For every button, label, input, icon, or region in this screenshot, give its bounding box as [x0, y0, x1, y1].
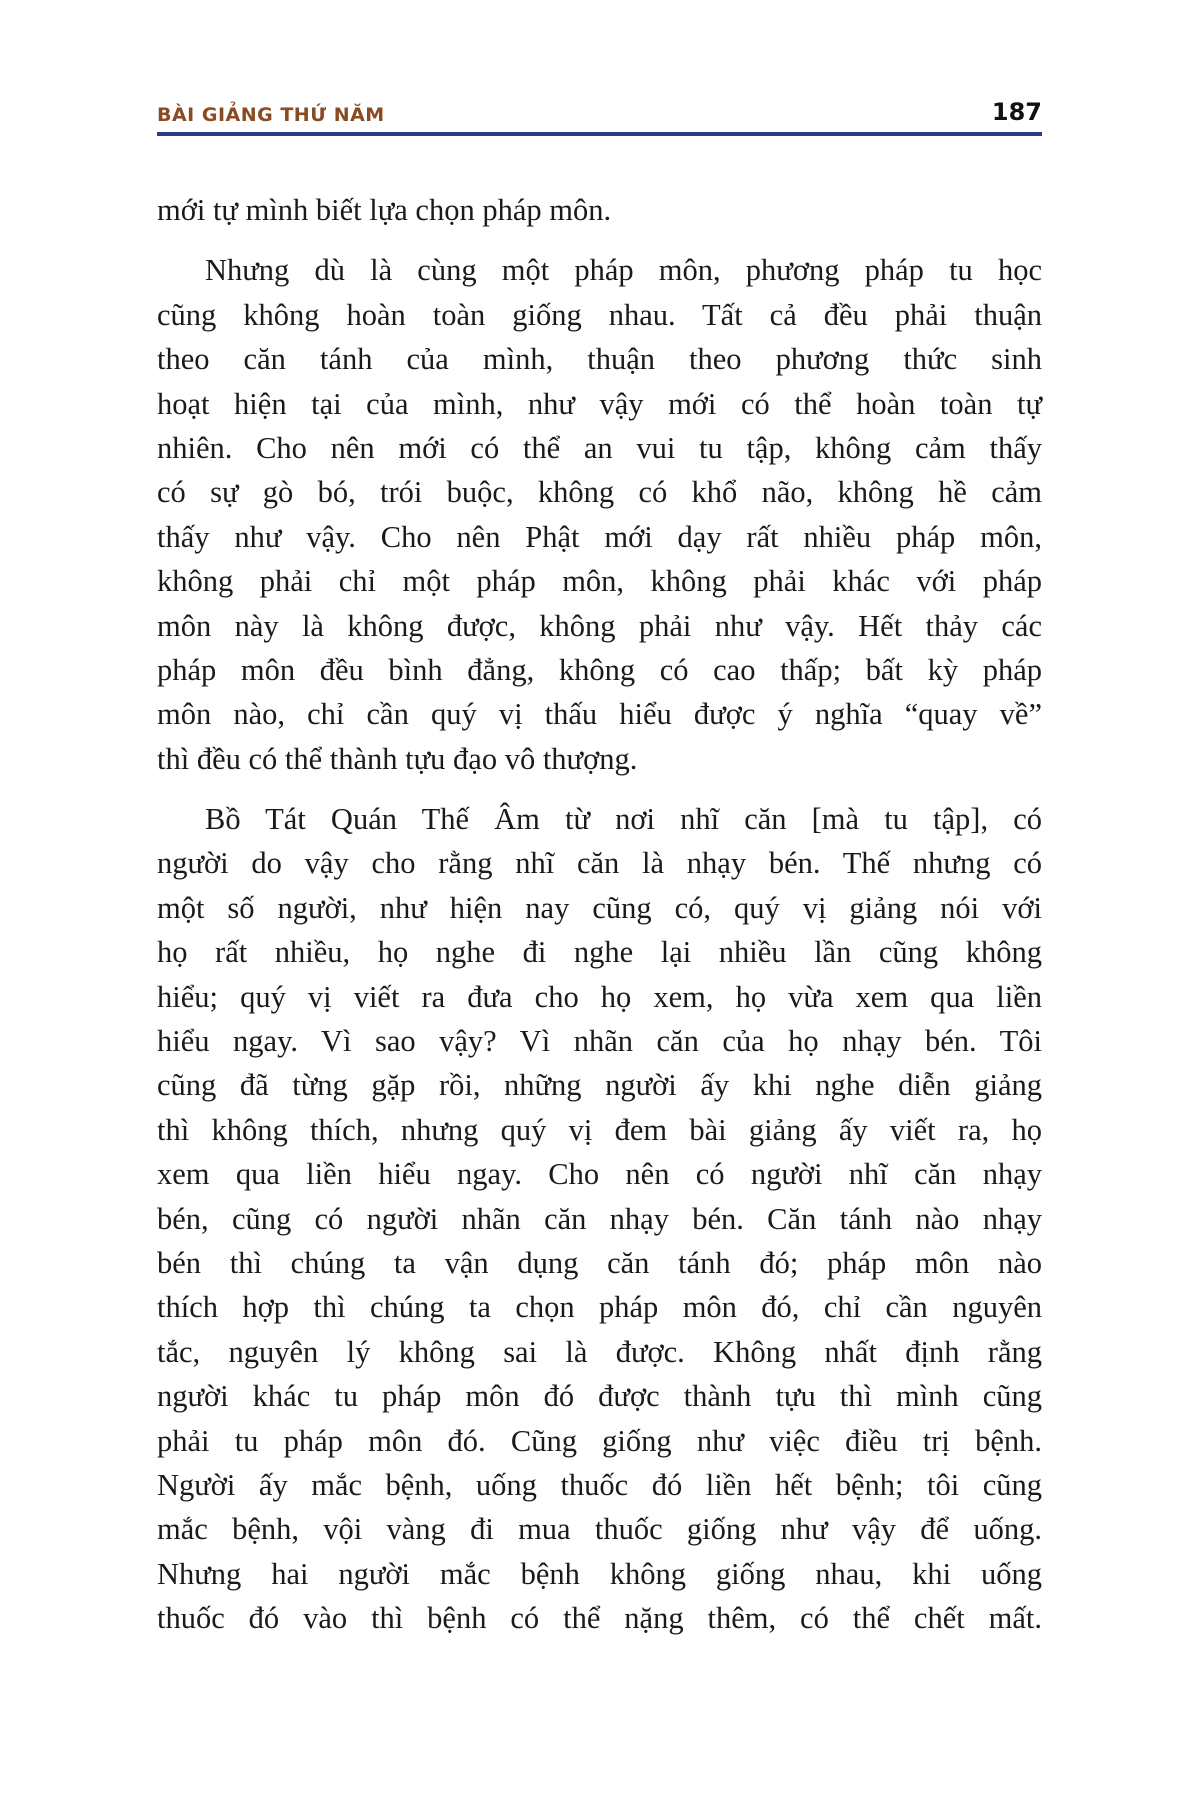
text-line: hiểu ngay. Vì sao vậy? Vì nhãn căn của họ nhạy bén. Tôi	[157, 1024, 1042, 1059]
text-line: pháp môn đều bình đẳng, không có cao thấp; bất kỳ pháp	[157, 652, 1042, 687]
text-line: hoạt hiện tại của mình, như vậy mới có thể hoàn toàn tự	[157, 386, 1042, 421]
header-rule	[157, 132, 1042, 136]
text-line: xem qua liền hiểu ngay. Cho nên có người nhĩ căn nhạy	[157, 1157, 1042, 1192]
text-line: thì không thích, nhưng quý vị đem bài giảng ấy viết ra, họ	[157, 1112, 1042, 1147]
text-line: bén thì chúng ta vận dụng căn tánh đó; pháp môn nào	[157, 1245, 1042, 1280]
text-line: Người ấy mắc bệnh, uống thuốc đó liền hết bệnh; tôi cũng	[157, 1467, 1042, 1502]
text-line: không phải chỉ một pháp môn, không phải khác với pháp	[157, 564, 1042, 599]
text-line: môn nào, chỉ cần quý vị thấu hiểu được ý nghĩa “quay về”	[157, 697, 1042, 732]
text-line: cũng không hoàn toàn giống nhau. Tất cả đều phải thuận	[157, 297, 1042, 332]
text-line: Bồ Tát Quán Thế Âm từ nơi nhĩ căn [mà tu tập], có	[205, 802, 1042, 837]
text-line: môn này là không được, không phải như vậy. Hết thảy các	[157, 608, 1042, 643]
text-line: nhiên. Cho nên mới có thể an vui tu tập, không cảm thấy	[157, 430, 1042, 465]
text-line: người khác tu pháp môn đó được thành tựu thì mình cũng	[157, 1379, 1042, 1414]
paragraph	[157, 797, 1042, 1640]
text-line: họ rất nhiều, họ nghe đi nghe lại nhiều lần cũng không	[157, 935, 1042, 970]
text-line: Nhưng hai người mắc bệnh không giống nhau, khi uống	[157, 1556, 1042, 1591]
text-line: thích hợp thì chúng ta chọn pháp môn đó, chỉ cần nguyên	[157, 1290, 1042, 1325]
page-number: 187	[991, 98, 1042, 126]
text-line: hiểu; quý vị viết ra đưa cho họ xem, họ vừa xem qua liền	[157, 979, 1042, 1014]
text-line: thì đều có thể thành tựu đạo vô thượng.	[157, 741, 638, 776]
text-line: thuốc đó vào thì bệnh có thể nặng thêm, có thể chết mất.	[157, 1601, 1042, 1636]
text-line: tắc, nguyên lý không sai là được. Không nhất định rằng	[157, 1334, 1042, 1369]
text-line: Nhưng dù là cùng một pháp môn, phương pháp tu học	[205, 253, 1042, 288]
text-line: thấy như vậy. Cho nên Phật mới dạy rất nhiều pháp môn,	[157, 519, 1042, 554]
text-line: mới tự mình biết lựa chọn pháp môn.	[157, 193, 612, 227]
paragraph	[157, 248, 1042, 781]
body-text	[157, 188, 1042, 1657]
text-line: mắc bệnh, vội vàng đi mua thuốc giống như vậy để uống.	[157, 1512, 1042, 1547]
running-header-chapter: BÀI GIẢNG THỨ NĂM	[157, 104, 385, 126]
text-line: có sự gò bó, trói buộc, không có khổ não, không hề cảm	[157, 475, 1042, 510]
text-line: theo căn tánh của mình, thuận theo phương thức sinh	[157, 342, 1042, 377]
text-line: bén, cũng có người nhãn căn nhạy bén. Căn tánh nào nhạy	[157, 1201, 1042, 1236]
text-line: một số người, như hiện nay cũng có, quý vị giảng nói với	[157, 890, 1042, 925]
paragraph	[157, 188, 1042, 232]
text-line: người do vậy cho rằng nhĩ căn là nhạy bén. Thế nhưng có	[157, 846, 1042, 881]
text-line: phải tu pháp môn đó. Cũng giống như việc điều trị bệnh.	[157, 1423, 1042, 1458]
text-line: cũng đã từng gặp rồi, những người ấy khi nghe diễn giảng	[157, 1068, 1042, 1103]
